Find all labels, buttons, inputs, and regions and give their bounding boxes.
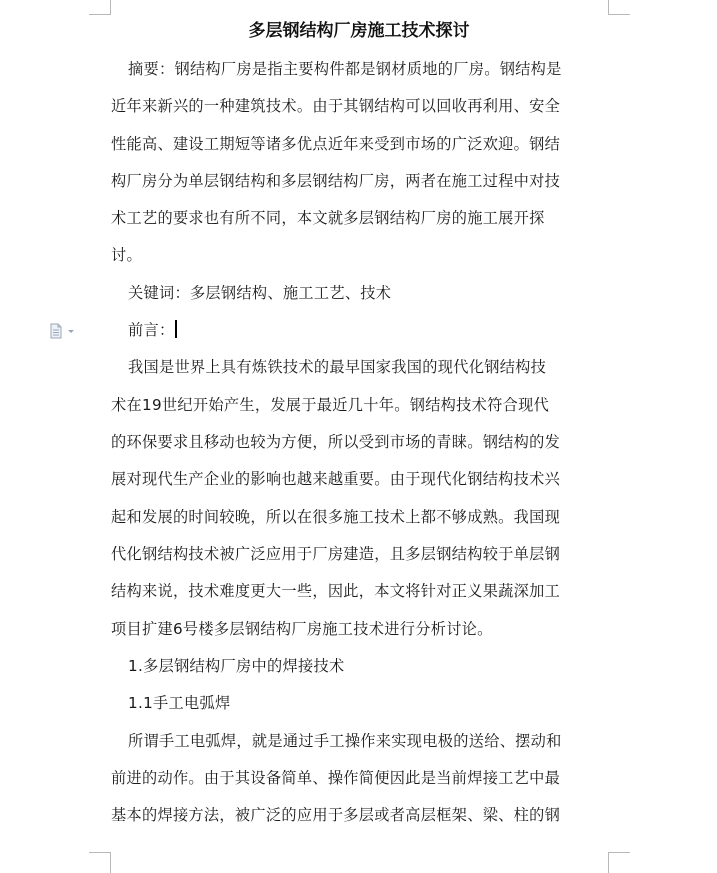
preface-label: 前言： <box>128 321 175 339</box>
abstract-line[interactable]: 构厂房分为单层钢结构和多层钢结构厂房，两者在施工过程中对技 <box>111 172 561 190</box>
crop-mark <box>110 852 111 873</box>
body-line[interactable]: 所谓手工电弧焊，就是通过手工操作来实现电极的送给、摆动和 <box>128 732 562 750</box>
crop-mark <box>608 0 609 14</box>
keywords-line[interactable]: 关键词：多层钢结构、施工工艺、技术 <box>128 284 392 302</box>
crop-mark <box>89 852 111 853</box>
crop-mark <box>608 14 630 15</box>
intro-line[interactable]: 术在19世纪开始产生，发展于最近几十年。钢结构技术符合现代 <box>111 396 550 414</box>
abstract-line[interactable]: 性能高、建设工期短等诸多优点近年来受到市场的广泛欢迎。钢结 <box>111 135 561 153</box>
section-heading[interactable]: 1.多层钢结构厂房中的焊接技术 <box>128 657 345 675</box>
preface-line[interactable] <box>128 320 177 340</box>
crop-mark <box>608 852 630 853</box>
body-line[interactable]: 基本的焊接方法，被广泛的应用于多层或者高层框架、梁、柱的钢 <box>111 806 561 824</box>
intro-line[interactable]: 结构来说，技术难度更大一些，因此，本文将针对正义果蔬深加工 <box>111 582 561 600</box>
crop-mark <box>608 852 609 873</box>
crop-mark <box>89 14 111 15</box>
intro-line[interactable]: 项目扩建6号楼多层钢结构厂房施工技术进行分析讨论。 <box>111 620 493 638</box>
text-cursor <box>175 320 177 338</box>
abstract-line[interactable]: 近年来新兴的一种建筑技术。由于其钢结构可以回收再利用、安全 <box>111 97 561 115</box>
intro-line[interactable]: 起和发展的时间较晚，所以在很多施工技术上都不够成熟。我国现 <box>111 508 561 526</box>
body-line[interactable]: 前进的动作。由于其设备简单、操作简便因此是当前焊接工艺中最 <box>111 769 561 787</box>
abstract-line[interactable]: 摘要：钢结构厂房是指主要构件都是钢材质地的厂房。钢结构是 <box>128 60 562 78</box>
intro-line[interactable]: 展对现代生产企业的影响也越来越重要。由于现代化钢结构技术兴 <box>111 470 561 488</box>
intro-line[interactable]: 代化钢结构技术被广泛应用于厂房建造，且多层钢结构较于单层钢 <box>111 545 561 563</box>
abstract-line[interactable]: 讨。 <box>111 246 142 264</box>
crop-mark <box>110 0 111 14</box>
subsection-heading[interactable]: 1.1手工电弧焊 <box>128 694 231 712</box>
intro-line[interactable]: 的环保要求且移动也较为方便，所以受到市场的青睐。钢结构的发 <box>111 433 561 451</box>
abstract-line[interactable]: 术工艺的要求也有所不同，本文就多层钢结构厂房的施工展开探 <box>111 209 545 227</box>
paragraph-options-icon[interactable] <box>50 323 78 339</box>
document-title[interactable]: 多层钢结构厂房施工技术探讨 <box>248 21 470 41</box>
intro-line[interactable]: 我国是世界上具有炼铁技术的最早国家我国的现代化钢结构技 <box>128 358 547 376</box>
